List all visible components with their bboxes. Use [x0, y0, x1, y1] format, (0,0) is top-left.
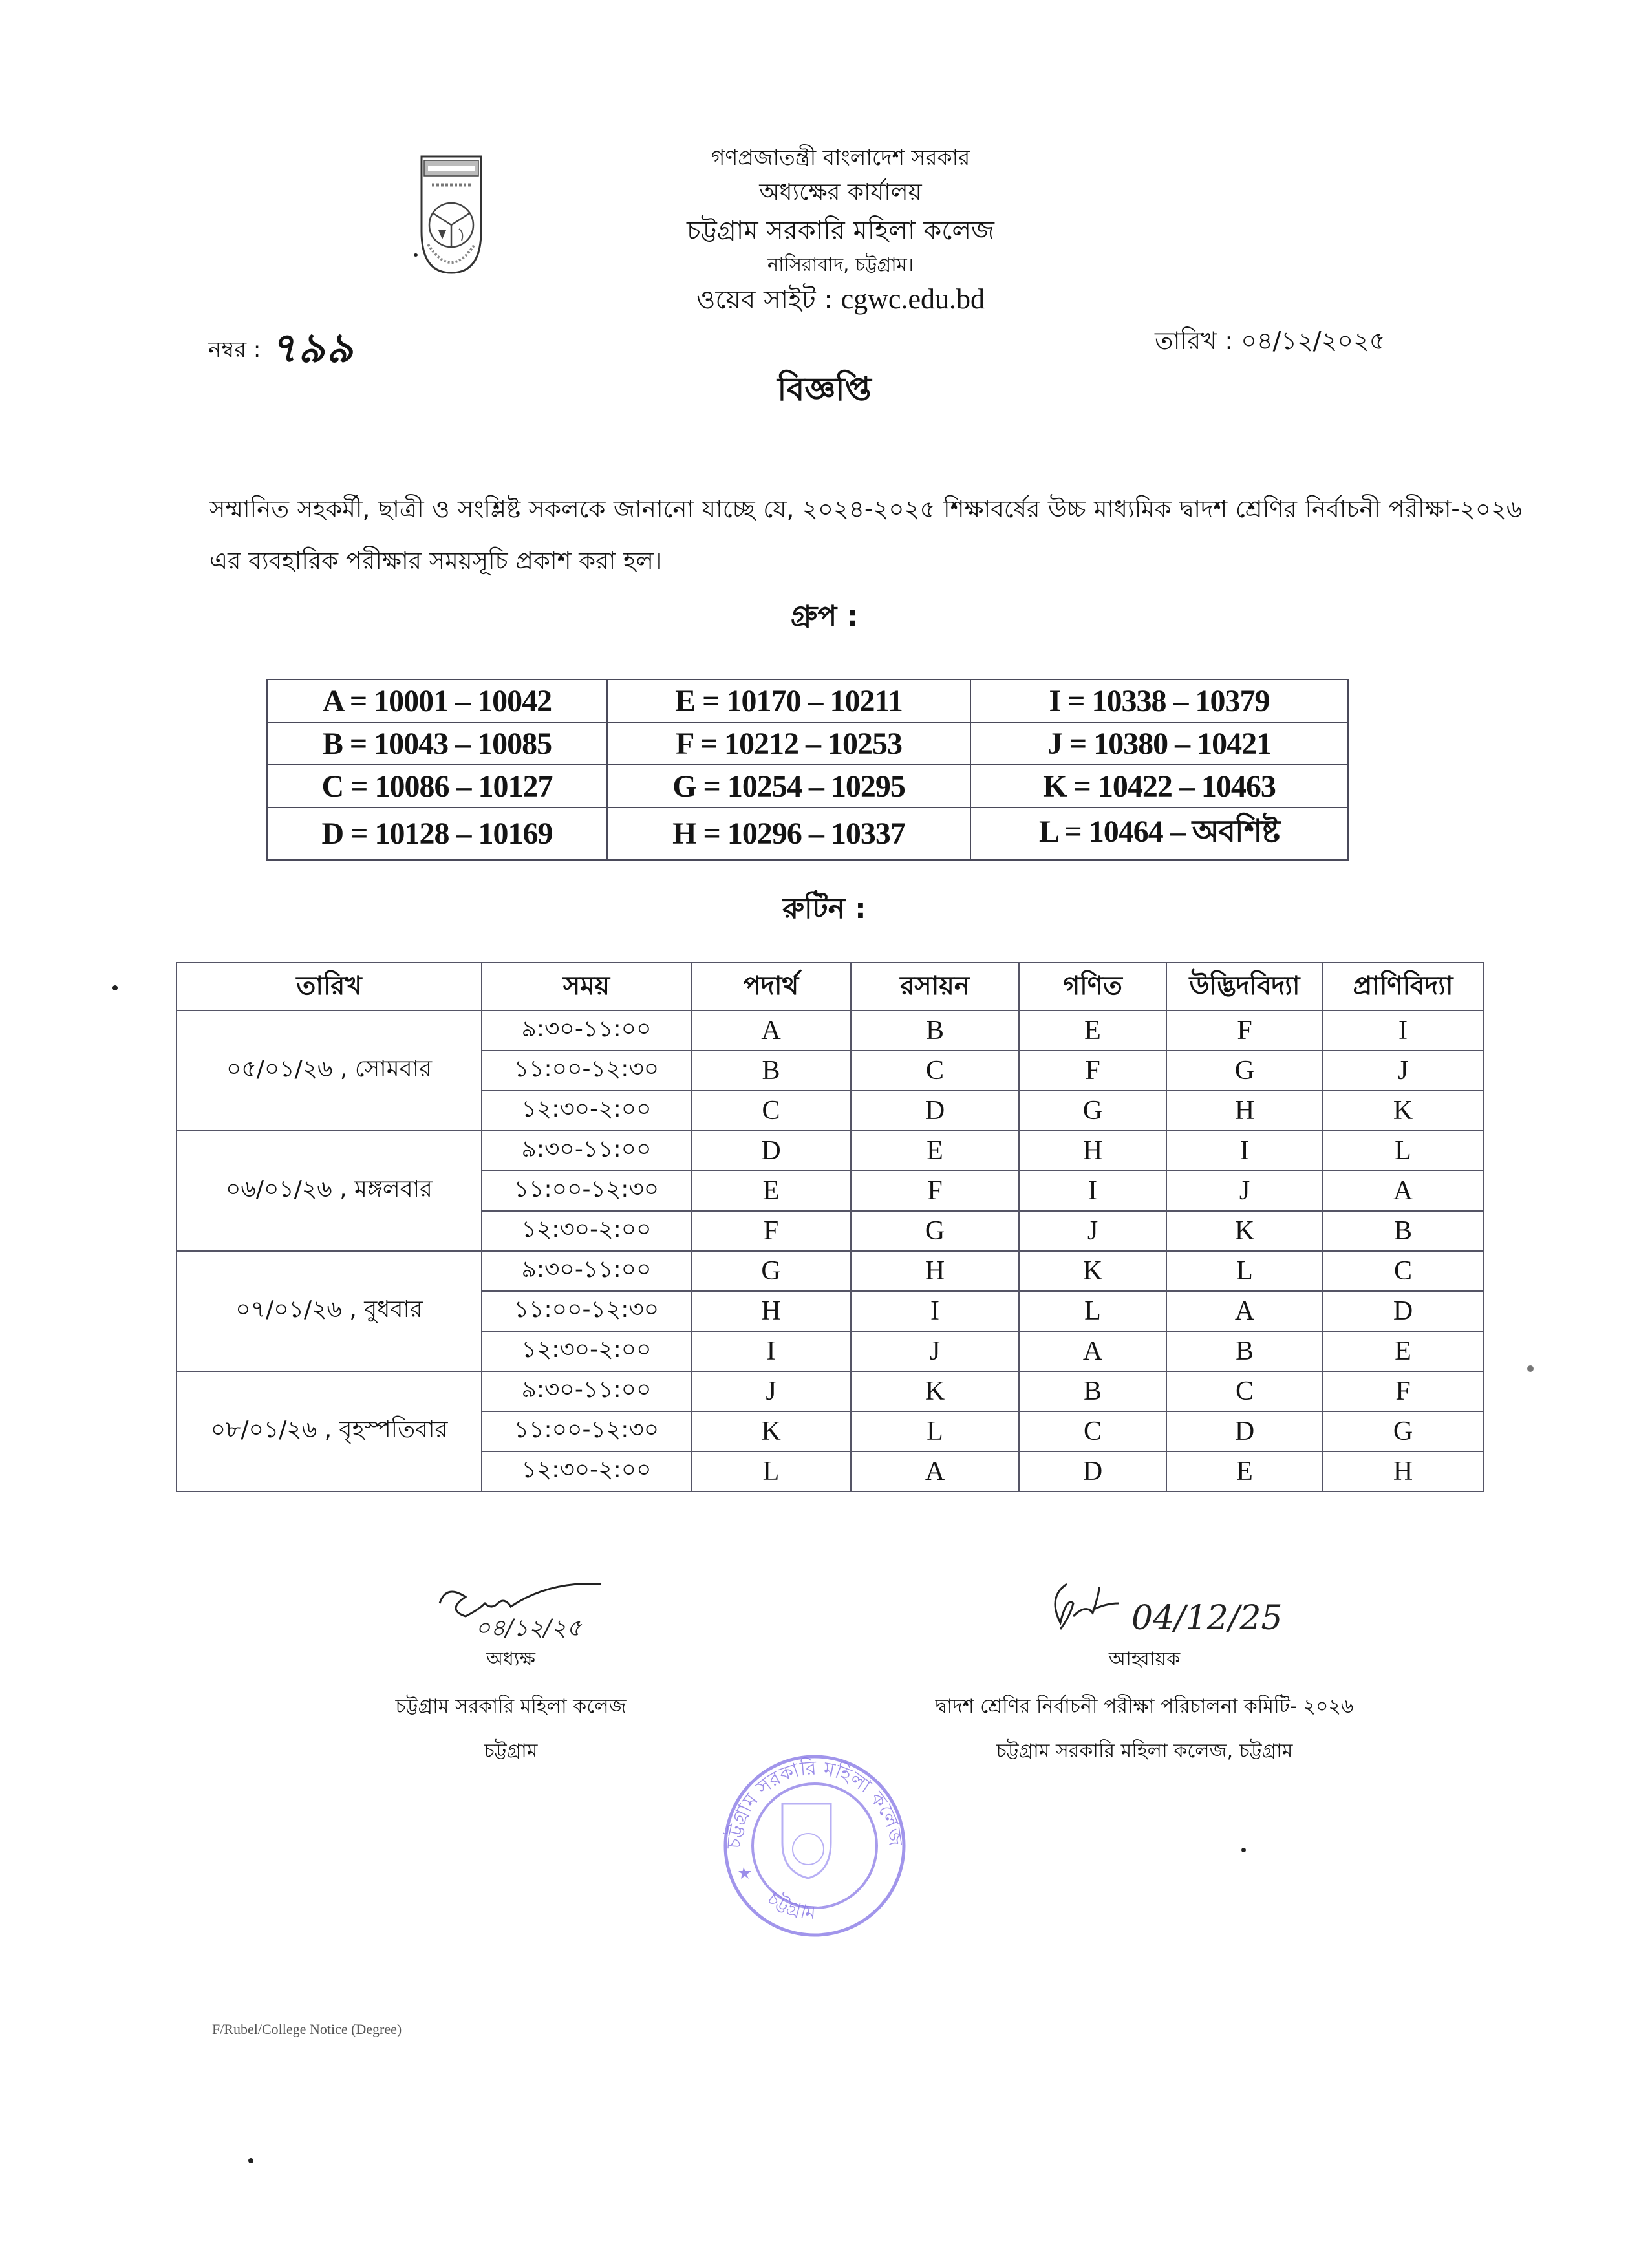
principal-signature-block — [362, 1578, 659, 1768]
group-cell: I — [1323, 1011, 1483, 1051]
memo-number — [208, 317, 354, 386]
scan-speck — [1241, 1848, 1246, 1852]
footer-file-reference: F/Rubel/College Notice (Degree) — [212, 2021, 402, 2037]
routine-row — [177, 1131, 1483, 1171]
group-cell: I — [851, 1291, 1019, 1331]
group-cell: I — [691, 1331, 851, 1371]
group-range-cell: C = 10086 – 10127 — [267, 765, 607, 808]
group-cell: F — [1323, 1371, 1483, 1411]
group-cell: B — [691, 1051, 851, 1091]
header-chemistry: রসায়ন — [851, 963, 1019, 1011]
group-cell: A — [1019, 1331, 1166, 1371]
header-time: সময় — [482, 963, 691, 1011]
time-slot-cell: ৯:৩০-১১:০০ — [482, 1131, 691, 1171]
college-name: চট্টগ্রাম সরকারি মহিলা কলেজ — [687, 216, 994, 246]
notice-title: বিজ্ঞপ্তি — [777, 370, 872, 408]
group-cell: H — [851, 1251, 1019, 1291]
memo-number-value: ৭৯৯ — [270, 324, 354, 372]
group-cell: B — [851, 1011, 1019, 1051]
convener-committee: দ্বাদশ শ্রেণির নির্বাচনী পরীক্ষা পরিচালনা কমিটি- ২০২৬ — [935, 1695, 1354, 1718]
scan-speck — [248, 2158, 253, 2163]
group-cell: J — [851, 1331, 1019, 1371]
scan-speck — [414, 253, 418, 257]
principal-signature — [362, 1578, 659, 1642]
date-value: ০৪/১২/২০২৫ — [1241, 326, 1386, 355]
header-botany: উদ্ভিদবিদ্যা — [1166, 963, 1323, 1011]
group-range-cell: E = 10170 – 10211 — [607, 679, 970, 722]
group-cell: K — [851, 1371, 1019, 1411]
group-cell: L — [1166, 1251, 1323, 1291]
convener-title: আহ্বায়ক — [1108, 1648, 1181, 1671]
group-row — [267, 722, 1348, 765]
routine-row — [177, 1011, 1483, 1051]
time-slot-cell: ১১:০০-১২:৩০ — [482, 1291, 691, 1331]
website-line — [582, 279, 1099, 323]
routine-section-title: রুটিন : — [782, 892, 866, 925]
group-row — [267, 679, 1348, 722]
group-cell: D — [691, 1131, 851, 1171]
group-cell: F — [691, 1211, 851, 1251]
seal-text-top: চট্টগ্রাম সরকারি মহিলা কলেজ — [722, 1757, 907, 1850]
notice-paragraph: সম্মানিত সহকর্মী, ছাত্রী ও সংশ্লিষ্ট সকলকে জানানো যাচ্ছে যে, ২০২৪-২০২৫ শিক্ষাবর্ষের উচ্চ মাধ্যমিক দ্বাদশ শ্রেণির নির্বাচনী পরীক্ষা-২০২৬ এর ব্যবহারিক পরীক্ষার সময়সূচি প্রকাশ করা হল। — [209, 495, 1522, 575]
convener-signature-block — [892, 1578, 1397, 1768]
group-cell: A — [691, 1011, 851, 1051]
header-physics: পদার্থ — [691, 963, 851, 1011]
group-range-cell: B = 10043 – 10085 — [267, 722, 607, 765]
group-range-cell: A = 10001 – 10042 — [267, 679, 607, 722]
group-cell: L — [691, 1451, 851, 1492]
group-cell: G — [851, 1211, 1019, 1251]
seal-text-bottom: চট্টগ্রাম — [762, 1887, 817, 1925]
group-range-cell: J = 10380 – 10421 — [970, 722, 1348, 765]
group-cell: L — [1019, 1291, 1166, 1331]
group-cell: K — [1166, 1211, 1323, 1251]
group-cell: D — [1019, 1451, 1166, 1492]
group-cell: F — [1166, 1011, 1323, 1051]
group-cell: I — [1019, 1171, 1166, 1211]
convener-org: চট্টগ্রাম সরকারি মহিলা কলেজ, চট্টগ্রাম — [996, 1740, 1293, 1762]
time-slot-cell: ১১:০০-১২:৩০ — [482, 1411, 691, 1451]
group-cell: G — [1166, 1051, 1323, 1091]
group-cell: C — [1019, 1411, 1166, 1451]
convener-signature — [892, 1578, 1397, 1642]
group-cell: A — [1166, 1291, 1323, 1331]
group-cell: G — [1019, 1091, 1166, 1131]
principal-title: অধ্যক্ষ — [486, 1648, 535, 1671]
group-cell: F — [1019, 1051, 1166, 1091]
principal-org: চট্টগ্রাম সরকারি মহিলা কলেজ — [395, 1695, 627, 1718]
group-cell: C — [1166, 1371, 1323, 1411]
group-section-title: গ্রুপ : — [790, 600, 859, 633]
group-cell: K — [691, 1411, 851, 1451]
principal-handwritten-date: ০৪/১২/২৫ — [475, 1615, 582, 1642]
group-cell: K — [1019, 1251, 1166, 1291]
time-slot-cell: ১১:০০-১২:৩০ — [482, 1171, 691, 1211]
group-range-cell: H = 10296 – 10337 — [607, 808, 970, 860]
group-cell: J — [691, 1371, 851, 1411]
routine-row — [177, 1371, 1483, 1411]
time-slot-cell: ১২:৩০-২:০০ — [482, 1331, 691, 1371]
group-cell: D — [851, 1091, 1019, 1131]
group-cell: B — [1019, 1371, 1166, 1411]
group-cell: H — [691, 1291, 851, 1331]
group-cell: J — [1323, 1051, 1483, 1091]
routine-header-row — [177, 963, 1483, 1011]
group-cell: D — [1166, 1411, 1323, 1451]
group-cell: E — [1323, 1331, 1483, 1371]
office-name: অধ্যক্ষের কার্যালয় — [759, 179, 922, 206]
group-cell: L — [1323, 1131, 1483, 1171]
group-cell: J — [1019, 1211, 1166, 1251]
convener-handwritten-date: 04/12/25 — [1131, 1599, 1283, 1638]
notice-date — [1155, 322, 1385, 363]
college-seal-stamp — [718, 1752, 912, 1940]
svg-text:চট্টগ্রাম — [762, 1887, 817, 1924]
group-cell: F — [851, 1171, 1019, 1211]
group-cell: L — [851, 1411, 1019, 1451]
exam-date-cell: ০৮/০১/২৬ , বৃহস্পতিবার — [177, 1371, 482, 1492]
college-crest-icon — [419, 154, 484, 275]
scan-speck — [1527, 1365, 1534, 1372]
group-cell: D — [1323, 1291, 1483, 1331]
routine-table — [176, 962, 1484, 1492]
group-cell: B — [1166, 1331, 1323, 1371]
group-cell: I — [1166, 1131, 1323, 1171]
time-slot-cell: ১২:৩০-২:০০ — [482, 1451, 691, 1492]
group-cell: E — [1166, 1451, 1323, 1492]
time-slot-cell: ৯:৩০-১১:০০ — [482, 1251, 691, 1291]
group-cell: C — [851, 1051, 1019, 1091]
group-cell: G — [1323, 1411, 1483, 1451]
group-cell: B — [1323, 1211, 1483, 1251]
time-slot-cell: ১২:৩০-২:০০ — [482, 1211, 691, 1251]
group-cell: H — [1166, 1091, 1323, 1131]
group-row — [267, 765, 1348, 808]
website-label: ওয়েব সাইট : — [696, 285, 833, 315]
government-name: গণপ্রজাতন্ত্রী বাংলাদেশ সরকার — [711, 145, 970, 170]
group-cell: C — [1323, 1251, 1483, 1291]
scan-speck — [112, 985, 118, 990]
routine-row — [177, 1251, 1483, 1291]
group-cell: H — [1323, 1451, 1483, 1492]
group-cell: C — [691, 1091, 851, 1131]
group-cell: A — [1323, 1171, 1483, 1211]
group-row — [267, 808, 1348, 860]
group-range-cell: F = 10212 – 10253 — [607, 722, 970, 765]
header-date: তারিখ — [177, 963, 482, 1011]
time-slot-cell: ৯:৩০-১১:০০ — [482, 1011, 691, 1051]
group-cell: J — [1166, 1171, 1323, 1211]
time-slot-cell: ১২:৩০-২:০০ — [482, 1091, 691, 1131]
group-range-cell: L = 10464 – অবশিষ্ট — [970, 808, 1348, 860]
seal-star-icon — [738, 1867, 751, 1879]
date-label: তারিখ : — [1155, 326, 1234, 355]
group-range-cell: I = 10338 – 10379 — [970, 679, 1348, 722]
header-zoology: প্রাণিবিদ্যা — [1323, 963, 1483, 1011]
exam-date-cell: ০৬/০১/২৬ , মঙ্গলবার — [177, 1131, 482, 1251]
time-slot-cell: ১১:০০-১২:৩০ — [482, 1051, 691, 1091]
header-math: গণিত — [1019, 963, 1166, 1011]
group-range-cell: G = 10254 – 10295 — [607, 765, 970, 808]
group-cell: H — [1019, 1131, 1166, 1171]
college-address: নাসিরাবাদ, চট্টগ্রাম। — [767, 253, 914, 275]
principal-city: চট্টগ্রাম — [484, 1740, 538, 1762]
group-cell: E — [851, 1131, 1019, 1171]
group-cell: G — [691, 1251, 851, 1291]
memo-label: নম্বর : — [208, 337, 261, 363]
group-range-cell: K = 10422 – 10463 — [970, 765, 1348, 808]
exam-date-cell: ০৫/০১/২৬ , সোমবার — [177, 1011, 482, 1131]
time-slot-cell: ৯:৩০-১১:০০ — [482, 1371, 691, 1411]
group-cell: E — [1019, 1011, 1166, 1051]
group-cell: A — [851, 1451, 1019, 1492]
group-cell: E — [691, 1171, 851, 1211]
website-link[interactable]: cgwc.edu.bd — [841, 283, 985, 315]
group-range-cell: D = 10128 – 10169 — [267, 808, 607, 860]
group-cell: K — [1323, 1091, 1483, 1131]
group-table — [266, 679, 1349, 861]
exam-date-cell: ০৭/০১/২৬ , বুধবার — [177, 1251, 482, 1371]
